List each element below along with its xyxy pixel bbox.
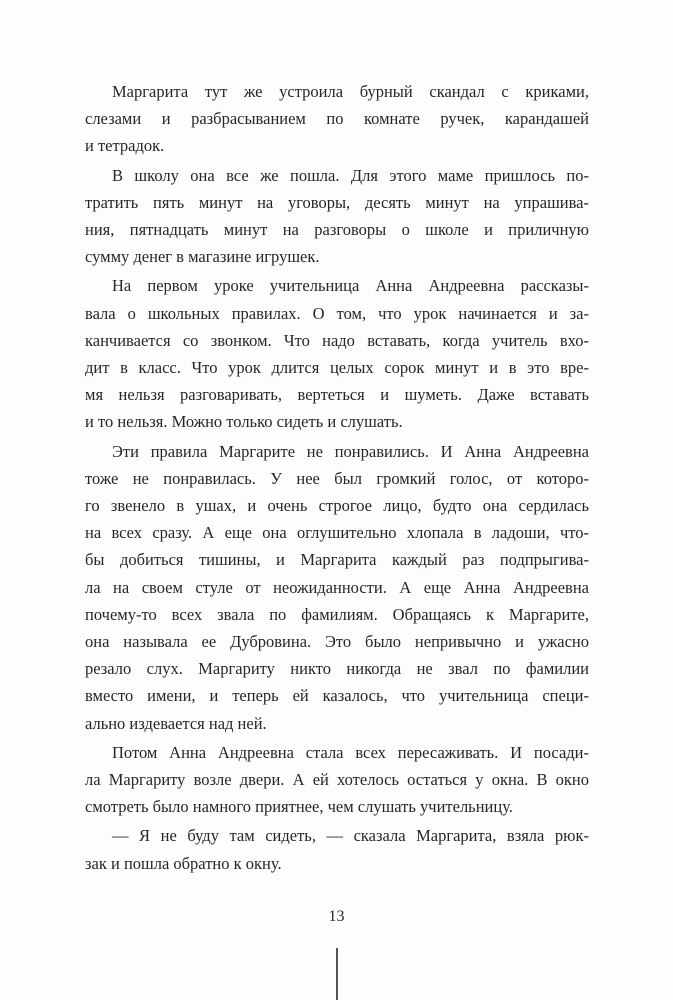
text-line: бы добиться тишины, и Маргарита каждый раз подпрыгива- <box>85 550 589 570</box>
text-line: Эти правила Маргарите не понравились. И Анна Андреевна <box>112 441 589 461</box>
text-line: слезами и разбрасыванием по комнате ручек, карандашей <box>85 109 589 129</box>
paragraph <box>85 162 589 271</box>
text-block <box>85 78 589 879</box>
text-line: вала о школьных правилах. О том, что урок начинается и за- <box>85 303 589 323</box>
paragraph <box>85 438 589 737</box>
text-line: тратить пять минут на уговоры, десять минут на упрашива- <box>85 192 589 212</box>
text-line: Маргарита тут же устроила бурный скандал с криками, <box>112 82 589 101</box>
paragraph <box>85 822 589 876</box>
paragraph <box>85 272 589 435</box>
text-line: почему-то всех звала по фамилиям. Обращаясь к Маргарите, <box>85 604 589 624</box>
text-line: сумму денег в магазине игрушек. <box>85 247 320 267</box>
text-line: ла Маргариту возле двери. А ей хотелось остаться у окна. В окно <box>85 770 589 790</box>
text-line: В школу она все же пошла. Для этого маме пришлось по- <box>112 165 589 185</box>
text-line: Потом Анна Андреевна стала всех пересаживать. И посади- <box>112 742 589 762</box>
text-line: и то нельзя. Можно только сидеть и слушать. <box>85 412 403 432</box>
text-line: канчивается со звонком. Что надо вставать, когда учитель вхо- <box>85 330 589 350</box>
text-line: ния, пятнадцать минут на разговоры о школе и приличную <box>85 220 589 240</box>
text-line: мя нельзя разговаривать, вертеться и шуметь. Даже вставать <box>85 385 589 405</box>
text-line: На первом уроке учительница Анна Андреевна рассказы- <box>112 276 589 296</box>
text-line: ально издевается над ней. <box>85 713 267 733</box>
text-line: вместо имени, и теперь ей казалось, что учительница специ- <box>85 686 589 706</box>
text-line: го звенело в ушах, и очень строгое лицо, будто она сердилась <box>85 496 589 516</box>
text-line: и тетрадок. <box>85 136 165 156</box>
page-number: 13 <box>328 908 345 925</box>
text-line: на всех сразу. А еще она оглушительно хлопала в ладоши, что- <box>85 523 589 543</box>
text-line: она называла ее Дубровина. Это было непривычно и ужасно <box>85 632 589 652</box>
text-line: дит в класс. Что урок длится целых сорок минут и в это вре- <box>85 358 589 378</box>
text-line: смотреть было намного приятнее, чем слушать учительницу. <box>85 797 513 817</box>
text-line: зак и пошла обратно к окну. <box>85 853 282 873</box>
text-line: тоже не понравилась. У нее был громкий голос, от которо- <box>85 468 589 488</box>
text-line: ла на своем стуле от неожиданности. А еще Анна Андреевна <box>85 577 589 597</box>
paragraph <box>85 739 589 821</box>
text-line: — Я не буду там сидеть, — сказала Маргарита, взяла рюк- <box>112 826 589 846</box>
paragraph <box>85 78 589 160</box>
text-line: резало слух. Маргариту никто никогда не звал по фамилии <box>85 659 589 679</box>
center-fold-mark <box>336 948 338 1000</box>
